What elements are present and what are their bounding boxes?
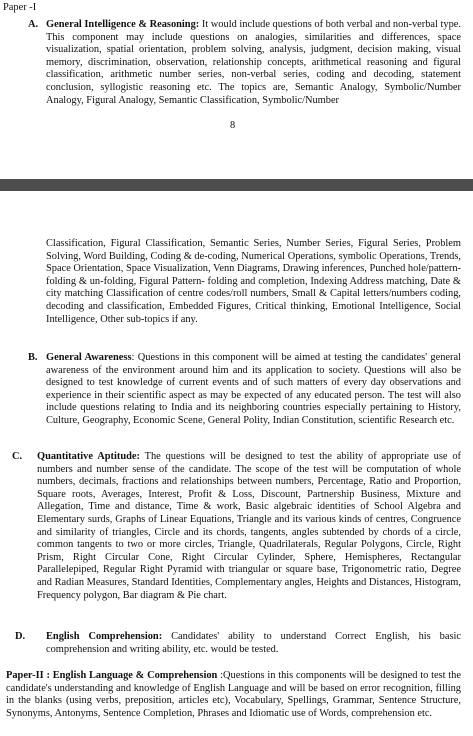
section-c-letter: C. — [12, 451, 23, 462]
section-b-heading: General Awareness — [46, 352, 132, 363]
page-break-divider — [0, 179, 473, 191]
section-c-paragraph — [37, 451, 461, 602]
section-a-paragraph — [46, 19, 461, 107]
section-a-letter: A. — [28, 19, 39, 30]
page-number: 8 — [230, 120, 236, 131]
section-a-heading: General Intelligence & Reasoning: — [46, 19, 200, 30]
section-c-text: The questions will be designed to test the ability of appropriate use of numbers and number sense of the candidate. The scope of the test will be computation of whole numbers, decimals, fractions and relationships between numbers, Percentage, Ratio and Proportion, Square roots, Averages, Interest, Profit & Loss, Discount, Partnership Business, Mixture and Allegation, Time and distance, Time & work, Basic algebraic identities of School Algebra and Elementary surds, Graphs of Linear Equations, Triangle and its various kinds of centres, Congruence and similarity of triangles, Circle and its chords, tangents, angles subtended by chords of a circle, common tangents to two or more circles, Triangle, Quadrilaterals, Regular Polygons, Circle, Right Prism, Right Circular Cone, Right Circular Cylinder, Sphere, Hemispheres, Rectangular Parallelepiped, Regular Right Pyramid with triangular or square base, Trigonometric ratio, Degree and Radian Measures, Standard Identities, Complementary angles, Heights and Distances, Histogram, Frequency polygon, Bar diagram & Pie chart. — [37, 451, 461, 601]
paper-2-heading: Paper-II : English Language & Comprehension — [6, 670, 218, 681]
section-a-continued: Classification, Figural Classification, Semantic Series, Number Series, Figural Series, Problem Solving, Word Building, Coding & de-coding, Numerical Operations, symbolic Operations, Trends, Space Orientation, Space Visualization, Venn Diagrams, Drawing inferences, Punched hole/pattern-folding & un-folding, Figural Pattern- folding and completion, Indexing Address matching, Date & city matching Classification of centre codes/roll numbers, Small & Capital letters/numbers coding, decoding and classification, Embedded Figures, Critical thinking, Emotional Intelligence, Social Intelligence, Other sub-topics if any. — [46, 238, 461, 325]
section-b-letter: B. — [28, 352, 38, 363]
section-d-heading: English Comprehension: — [46, 631, 163, 642]
section-b-text: : Questions in this component will be aimed at testing the candidates' general awareness of the environment around him and its application to society. Questions will also be designed to test knowledge of current events and of such matters of every day observations and experience in their scientific aspect as may be expected of any educated person. The test will also include questions relating to India and its neighboring countries especially pertaining to History, Culture, Geography, Economic Scene, General Polity, Indian Constitution, scientific Research etc. — [46, 352, 461, 426]
section-d-letter: D. — [15, 631, 26, 642]
paper-1-label: Paper -I — [3, 2, 37, 13]
paper-2-paragraph — [6, 670, 461, 720]
section-a-text: It would include questions of both verbal and non-verbal type. This component may include questions on analogies, similarities and differences, space visualization, spatial orientation, problem solving, analysis, judgment, decision making, visual memory, discrimination, observation, relationship concepts, arithmetical reasoning and figural classification, arithmetic number series, non-verbal series, coding and decoding, statement conclusion, syllogistic reasoning etc. The topics are, Semantic Analogy, Symbolic/Number Analogy, Figural Analogy, Semantic Classification, Symbolic/Number — [46, 19, 461, 106]
paper-2-text: :Questions in this components will be designed to test the candidate's understanding and knowledge of English Language and will be based on error recognition, filling in the blanks (using verbs, preposition, articles etc), Vocabulary, Spellings, Grammar, Sentence Structure, Synonyms, Antonyms, Sentence Completion, Phrases and Idiomatic use of Words, comprehension etc. — [6, 670, 461, 719]
section-d-text: Candidates' ability to understand Correct English, his basic comprehension and writing ability, etc. would be tested. — [46, 631, 461, 655]
section-c-heading: Quantitative Aptitude: — [37, 451, 140, 462]
section-d-paragraph — [46, 631, 461, 656]
section-b-paragraph — [46, 352, 461, 428]
